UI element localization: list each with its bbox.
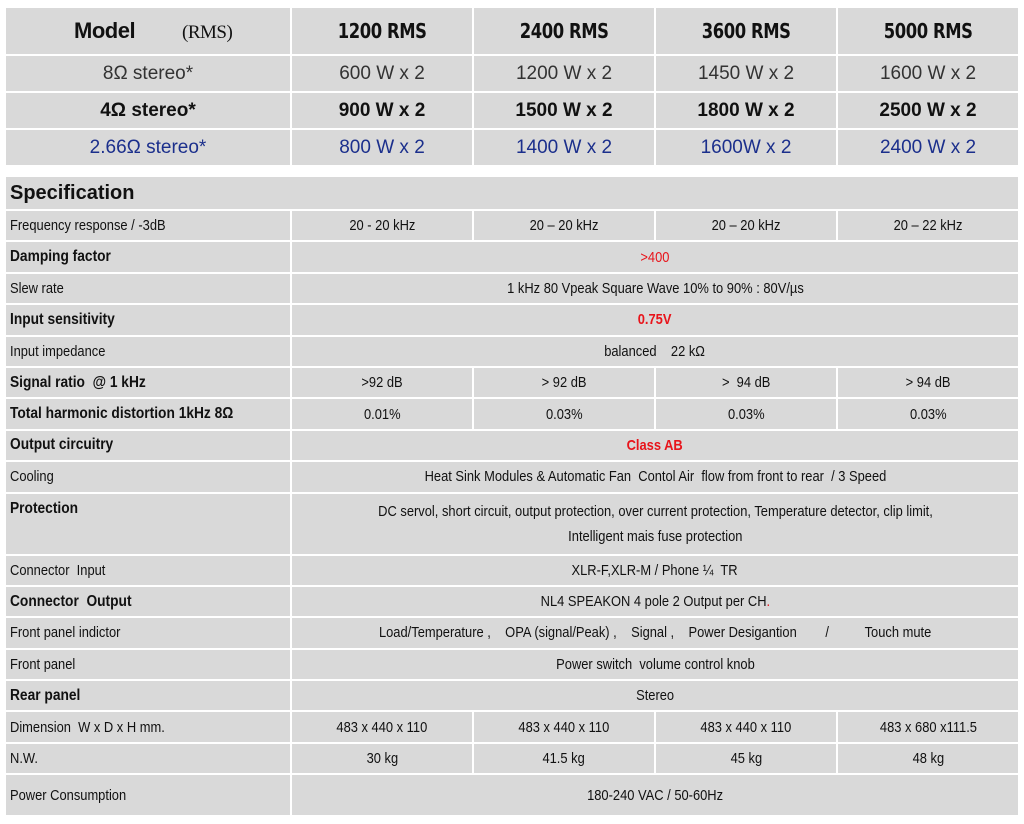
spec-label: Input impedance [6, 337, 290, 366]
power-table [4, 6, 1020, 167]
power-cell: 2400 W x 2 [838, 130, 1018, 165]
power-cell: 1800 W x 2 [656, 93, 836, 128]
spec-label: Input sensitivity [6, 305, 290, 334]
spec-value: >92 dB [292, 368, 472, 397]
spec-row-cooling [6, 462, 1018, 491]
spec-label: Total harmonic distortion 1kHz 8Ω [6, 399, 290, 428]
power-cell: 1400 W x 2 [474, 130, 654, 165]
spec-value: 0.03% [656, 399, 836, 428]
power-row-label: 2.66Ω stereo* [6, 130, 290, 165]
spec-row-front-panel [6, 650, 1018, 679]
spec-label: Slew rate [6, 274, 290, 303]
spec-value: 180-240 VAC / 50-60Hz [292, 775, 1018, 815]
spec-row-frequency-response [6, 211, 1018, 240]
spec-value: 1 kHz 80 Vpeak Square Wave 10% to 90% : 80V/µs [292, 274, 1018, 303]
spec-label: Dimension W x D x H mm. [6, 712, 290, 741]
spec-row-rear-panel [6, 681, 1018, 710]
spec-label: Frequency response / -3dB [6, 211, 290, 240]
spec-label: Power Consumption [6, 775, 290, 815]
spec-value: NL4 SPEAKON 4 pole 2 Output per CH. [292, 587, 1018, 616]
spec-row-power-consumption [6, 775, 1018, 815]
spec-label: Rear panel [6, 681, 290, 710]
spec-label: Connector Output [6, 587, 290, 616]
spec-value: Load/Temperature , OPA (signal/Peak) , Signal , Power Desigantion / Touch mute [292, 618, 1018, 647]
spec-value: 30 kg [292, 744, 472, 773]
model-sub-label: (RMS) [182, 22, 233, 43]
model-header-cell [6, 8, 290, 54]
spec-value: 0.75V [292, 305, 1018, 334]
spec-value: >400 [292, 242, 1018, 271]
power-cell: 1500 W x 2 [474, 93, 654, 128]
spec-row-thd [6, 399, 1018, 428]
spec-value: balanced 22 kΩ [292, 337, 1018, 366]
power-row-4ohm [6, 93, 1018, 128]
spec-value: 483 x 680 x111.5 [838, 712, 1018, 741]
power-cell: 1600 W x 2 [838, 56, 1018, 91]
power-cell: 1200 W x 2 [474, 56, 654, 91]
power-header-row [6, 8, 1018, 54]
spec-value: 483 x 440 x 110 [292, 712, 472, 741]
spec-value: 20 – 22 kHz [838, 211, 1018, 240]
spec-value: 20 – 20 kHz [656, 211, 836, 240]
spec-label: Damping factor [6, 242, 290, 271]
spec-label: N.W. [6, 744, 290, 773]
spec-value: 20 – 20 kHz [474, 211, 654, 240]
spec-label: Front panel [6, 650, 290, 679]
model-2400: 2400 RMS [474, 8, 654, 54]
spec-row-connector-input [6, 556, 1018, 585]
power-cell: 800 W x 2 [292, 130, 472, 165]
spec-value: Class AB [292, 431, 1018, 460]
red-period: . [766, 593, 770, 611]
power-cell: 2500 W x 2 [838, 93, 1018, 128]
power-row-label: 8Ω stereo* [6, 56, 290, 91]
model-1200: 1200 RMS [292, 8, 472, 54]
spec-label: Cooling [6, 462, 290, 491]
model-3600: 3600 RMS [656, 8, 836, 54]
spec-value: 0.01% [292, 399, 472, 428]
spec-value: 48 kg [838, 744, 1018, 773]
spec-value: 0.03% [474, 399, 654, 428]
spec-value: Stereo [292, 681, 1018, 710]
spec-value: DC servol, short circuit, output protection, over current protection, Temperature detector, clip limit, Intelligent mais fuse protection [292, 494, 1018, 554]
spec-value: > 94 dB [838, 368, 1018, 397]
spec-value: Heat Sink Modules & Automatic Fan Contol Air flow from front to rear / 3 Speed [292, 462, 1018, 491]
model-5000: 5000 RMS [838, 8, 1018, 54]
spec-label: Front panel indictor [6, 618, 290, 647]
spec-label: Signal ratio @ 1 kHz [6, 368, 290, 397]
spec-value: 20 - 20 kHz [292, 211, 472, 240]
spec-value: 483 x 440 x 110 [656, 712, 836, 741]
spec-row-input-impedance [6, 337, 1018, 366]
spec-value: > 92 dB [474, 368, 654, 397]
power-row-label: 4Ω stereo* [6, 93, 290, 128]
spec-value: 45 kg [656, 744, 836, 773]
spec-row-slew-rate [6, 274, 1018, 303]
power-cell: 900 W x 2 [292, 93, 472, 128]
spec-label: Connector Input [6, 556, 290, 585]
spec-value: 41.5 kg [474, 744, 654, 773]
spec-row-protection [6, 494, 1018, 554]
spec-row-damping-factor [6, 242, 1018, 271]
spec-title: Specification [6, 177, 1018, 209]
spec-label: Protection [6, 494, 290, 554]
specification-table [4, 175, 1020, 817]
power-row-8ohm [6, 56, 1018, 91]
spec-row-net-weight [6, 744, 1018, 773]
spec-row-input-sensitivity [6, 305, 1018, 334]
spec-row-connector-output [6, 587, 1018, 616]
spec-value: 483 x 440 x 110 [474, 712, 654, 741]
spec-row-signal-ratio [6, 368, 1018, 397]
spec-row-front-panel-indicator [6, 618, 1018, 647]
power-cell: 600 W x 2 [292, 56, 472, 91]
spec-title-row [6, 177, 1018, 209]
spec-row-dimension [6, 712, 1018, 741]
model-label: Model [74, 18, 136, 43]
spec-value: XLR-F,XLR-M / Phone ¼ TR [292, 556, 1018, 585]
power-row-2-66ohm [6, 130, 1018, 165]
spec-label: Output circuitry [6, 431, 290, 460]
spec-value: > 94 dB [656, 368, 836, 397]
power-cell: 1450 W x 2 [656, 56, 836, 91]
power-cell: 1600W x 2 [656, 130, 836, 165]
spec-value: Power switch volume control knob [292, 650, 1018, 679]
spec-value: 0.03% [838, 399, 1018, 428]
spec-row-output-circuitry [6, 431, 1018, 460]
